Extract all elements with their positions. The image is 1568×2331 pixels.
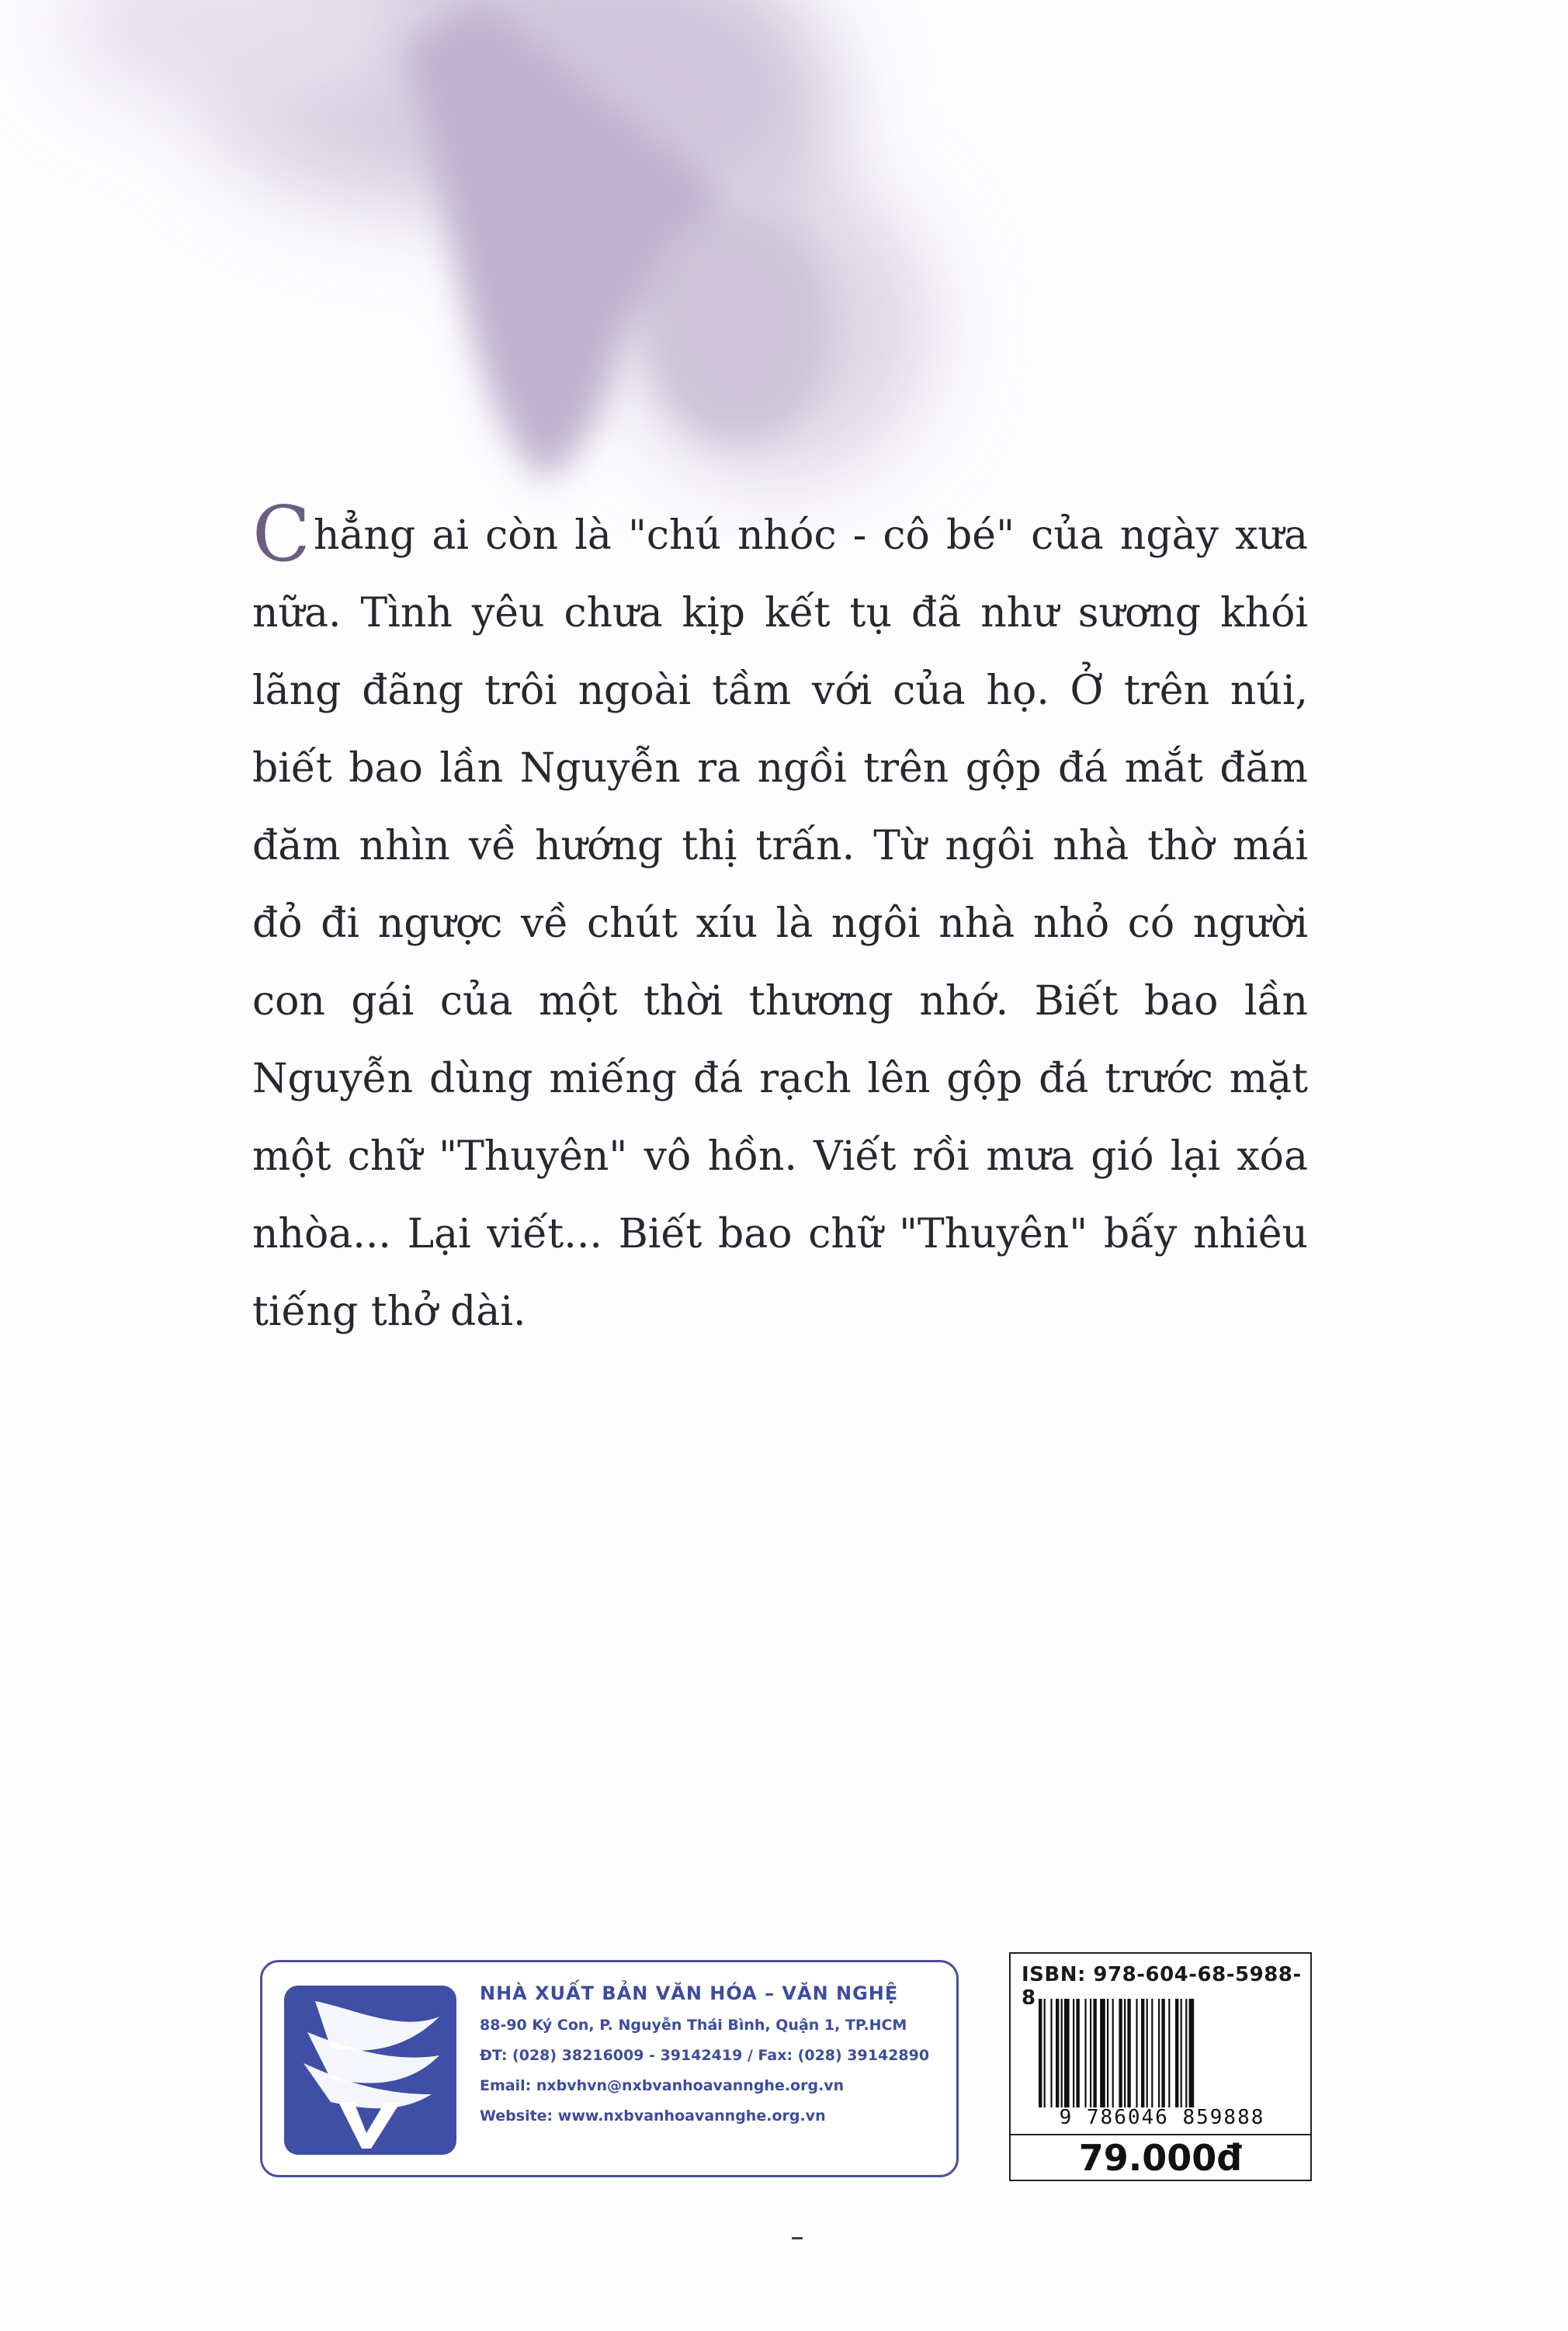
publisher-name: NHÀ XUẤT BẢN VĂN HÓA – VĂN NGHỆ [480, 1982, 899, 2004]
isbn-label: ISBN: 978-604-68-5988-8 [1022, 1963, 1302, 2010]
barcode-box [1009, 1952, 1312, 2181]
publisher-website: Website: www.nxbvanhoavannghe.org.vn [480, 2107, 826, 2125]
price-label: 79.000đ [1078, 2137, 1243, 2179]
publisher-info-box [260, 1960, 959, 2177]
publisher-address: 88-90 Ký Con, P. Nguyễn Thái Bình, Quận 1, TP.HCM [480, 2017, 907, 2034]
cover-silhouette-image [0, 0, 1568, 543]
book-blurb [252, 491, 1308, 1351]
barcode-number: 9 786046 859888 [1059, 2106, 1265, 2129]
barcode-image [1039, 1999, 1299, 2107]
drop-cap: C [252, 491, 310, 579]
blurb-text: hẳng ai còn là "chú nhóc - cô bé" của ngày xưa nữa. Tình yêu chưa kịp kết tụ đã như sương khói lãng đãng trôi ngoài tầm với của họ. Ở trên núi, biết bao lần Nguyễn ra ngồi trên gộp đá mắt đăm đăm nhìn về hướng thị trấn. Từ ngôi nhà thờ mái đỏ đi ngược về chút xíu là ngôi nhà nhỏ có người con gái của một thời thương nhớ. Biết bao lần Nguyễn dùng miếng đá rạch lên gộp đá trước mặt một chữ "Thuyên" vô hồn. Viết rồi mưa gió lại xóa nhòa... Lại viết... Biết bao chữ "Thuyên" bấy nhiêu tiếng thở dài. [252, 512, 1308, 1335]
publisher-email: Email: nxbvhvn@nxbvanhoavannghe.org.vn [480, 2077, 845, 2094]
decorative-dash [792, 2237, 803, 2239]
publisher-logo-icon [284, 1986, 456, 2155]
publisher-details [480, 1976, 945, 2132]
price-divider [1011, 2134, 1310, 2135]
publisher-phone: ĐT: (028) 38216009 - 39142419 / Fax: (028) 39142890 [480, 2047, 930, 2064]
